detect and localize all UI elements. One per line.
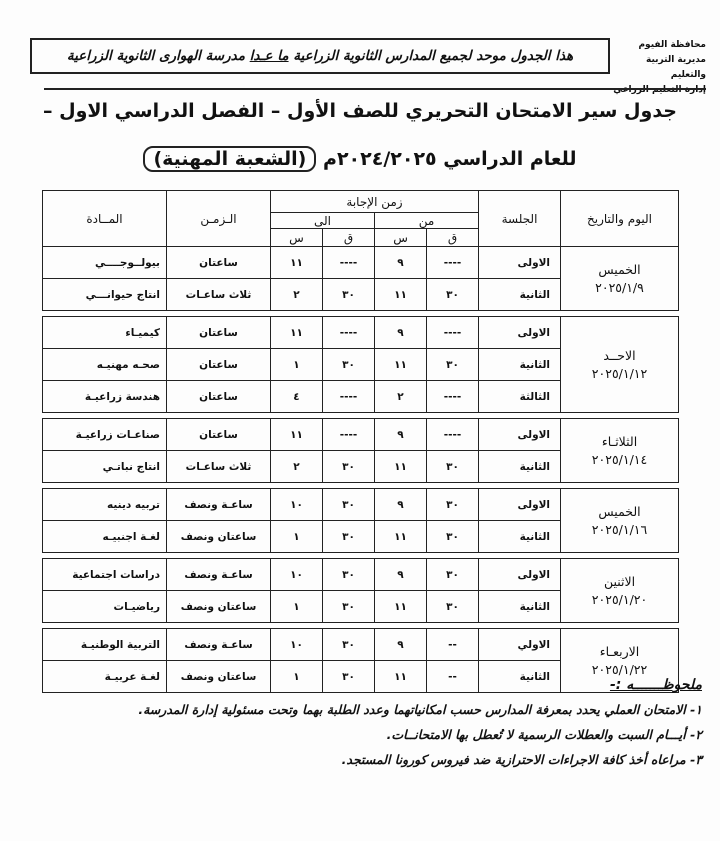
from-minutes-cell: ----	[427, 381, 479, 413]
schedule-body	[43, 247, 679, 693]
duration-cell: ساعـة ونصف	[167, 559, 271, 591]
subject-cell: لغـة اجنبيـه	[43, 521, 167, 553]
header-to: الى	[271, 213, 375, 229]
from-minutes-cell: ٣٠	[427, 521, 479, 553]
day-name: الثلاثـاء	[601, 433, 638, 449]
table-row	[43, 247, 679, 279]
duration-cell: ساعتان	[167, 247, 271, 279]
exam-date: ٢٠٢٥/١/٢٠	[591, 591, 648, 607]
issuer-line: مديرية التربية والتعليم	[646, 55, 706, 80]
session-cell: الاولى	[479, 489, 561, 521]
duration-cell: ثلاث ساعـات	[167, 279, 271, 311]
subject-cell: صناعـات زراعيـة	[43, 419, 167, 451]
session-cell: الاولى	[479, 317, 561, 349]
to-minutes-cell: ٣٠	[323, 451, 375, 483]
day-date-cell	[561, 317, 679, 413]
page-subtitle	[40, 148, 680, 170]
table-row	[43, 559, 679, 591]
from-minutes-cell: ----	[427, 419, 479, 451]
notes-title: ملحوظـــــــه :-	[609, 677, 702, 693]
duration-cell: ساعـة ونصف	[167, 489, 271, 521]
header-divider	[44, 88, 706, 90]
from-hour-cell: ١١	[375, 349, 427, 381]
session-cell: الاولى	[479, 559, 561, 591]
from-minutes-cell: ٣٠	[427, 559, 479, 591]
subject-cell: صحـه مهنيـه	[43, 349, 167, 381]
from-hour-cell: ٩	[375, 247, 427, 279]
to-hour-cell: ١١	[271, 317, 323, 349]
subject-cell: بيولــوجــــي	[43, 247, 167, 279]
exam-date: ٢٠٢٥/١/١٦	[591, 521, 648, 537]
from-hour-cell: ٢	[375, 381, 427, 413]
exam-date: ٢٠٢٥/١/١٢	[591, 365, 648, 381]
from-minutes-cell: ----	[427, 317, 479, 349]
header-to-q: ق	[323, 229, 375, 247]
notice-suffix: مدرسة الهوارى الثانوية الزراعية	[66, 48, 245, 64]
to-hour-cell: ٢	[271, 451, 323, 483]
duration-cell: ساعتان ونصف	[167, 521, 271, 553]
session-cell: الثانية	[479, 451, 561, 483]
day-name: الخميس	[598, 261, 641, 277]
from-hour-cell: ١١	[375, 661, 427, 693]
to-hour-cell: ١٠	[271, 489, 323, 521]
exam-date: ٢٠٢٥/١/١٤	[591, 451, 648, 467]
session-cell: الثانية	[479, 349, 561, 381]
table-row	[43, 629, 679, 661]
to-hour-cell: ٢	[271, 279, 323, 311]
header-duration: الـزمـن	[167, 191, 271, 247]
note-item: ٣- مراعاه أخذ كافة الاجراءات الاحترازية ضد فيروس كورونا المستجد.	[341, 752, 702, 767]
day-date-cell	[561, 559, 679, 623]
duration-cell: ساعتان	[167, 317, 271, 349]
day-name: الاربعـاء	[599, 643, 640, 659]
subject-cell: دراسات اجتماعية	[43, 559, 167, 591]
exam-date: ٢٠٢٥/١/٢٢	[591, 661, 648, 677]
from-hour-cell: ١١	[375, 591, 427, 623]
header-session: الجلسة	[479, 191, 561, 247]
day-date-cell	[561, 247, 679, 311]
to-hour-cell: ١	[271, 591, 323, 623]
session-cell: الاولي	[479, 629, 561, 661]
duration-cell: ساعتان ونصف	[167, 591, 271, 623]
notice-prefix: هذا الجدول موحد لجميع المدارس الثانوية الزراعية	[293, 48, 574, 64]
header-day-date: اليوم والتاريخ	[561, 191, 679, 247]
to-minutes-cell: ----	[323, 317, 375, 349]
header-answer-time: زمن الإجابة	[271, 191, 479, 213]
subject-cell: كيميـاء	[43, 317, 167, 349]
subject-cell: رياضيـات	[43, 591, 167, 623]
from-hour-cell: ٩	[375, 419, 427, 451]
from-minutes-cell: ٣٠	[427, 279, 479, 311]
table-row	[43, 419, 679, 451]
to-hour-cell: ١١	[271, 247, 323, 279]
to-minutes-cell: ----	[323, 419, 375, 451]
from-hour-cell: ٩	[375, 629, 427, 661]
to-minutes-cell: ----	[323, 247, 375, 279]
day-name: الاثنين	[603, 573, 636, 589]
subject-cell: انتاج حيوانـــي	[43, 279, 167, 311]
header-from-s: س	[375, 229, 427, 247]
to-minutes-cell: ٣٠	[323, 489, 375, 521]
notice-box	[30, 38, 610, 74]
from-minutes-cell: --	[427, 629, 479, 661]
header-from: من	[375, 213, 479, 229]
header-from-q: ق	[427, 229, 479, 247]
to-minutes-cell: ٣٠	[323, 279, 375, 311]
from-hour-cell: ٩	[375, 489, 427, 521]
to-hour-cell: ١٠	[271, 559, 323, 591]
subject-cell: التربية الوطنيـة	[43, 629, 167, 661]
to-minutes-cell: ٣٠	[323, 349, 375, 381]
issuer-line: إدارة التعليم الزراعي	[613, 85, 706, 95]
from-hour-cell: ٩	[375, 317, 427, 349]
to-minutes-cell: ----	[323, 381, 375, 413]
to-hour-cell: ١٠	[271, 629, 323, 661]
note-item: ٢- أيـــام السبت والعطلات الرسمية لا تُعطل بها الامتحانــات.	[386, 727, 702, 742]
to-hour-cell: ١	[271, 661, 323, 693]
to-hour-cell: ١	[271, 521, 323, 553]
from-hour-cell: ١١	[375, 451, 427, 483]
session-cell: الثانية	[479, 521, 561, 553]
to-minutes-cell: ٣٠	[323, 521, 375, 553]
table-row	[43, 317, 679, 349]
duration-cell: ساعتان	[167, 381, 271, 413]
from-hour-cell: ١١	[375, 279, 427, 311]
header-to-s: س	[271, 229, 323, 247]
subject-cell: هندسة زراعيـة	[43, 381, 167, 413]
to-hour-cell: ١	[271, 349, 323, 381]
to-minutes-cell: ٣٠	[323, 559, 375, 591]
to-minutes-cell: ٣٠	[323, 591, 375, 623]
session-cell: الثانية	[479, 279, 561, 311]
session-cell: الثالثة	[479, 381, 561, 413]
table-row	[43, 489, 679, 521]
duration-cell: ساعتان ونصف	[167, 661, 271, 693]
session-cell: الاولى	[479, 247, 561, 279]
note-item: ١- الامتحان العملي يحدد بمعرفة المدارس حسب امكانياتهما وعدد الطلبة بهما وتحت مسئولية إدارة المدرسة.	[138, 702, 702, 717]
to-hour-cell: ٤	[271, 381, 323, 413]
day-name: الخميس	[598, 503, 641, 519]
issuer-line: محافظة الفيوم	[638, 40, 706, 50]
session-cell: الثانية	[479, 661, 561, 693]
duration-cell: ساعـة ونصف	[167, 629, 271, 661]
duration-cell: ساعتان	[167, 349, 271, 381]
subtitle-division: (الشعبة المهنية)	[143, 146, 316, 172]
duration-cell: ثلاث ساعـات	[167, 451, 271, 483]
subject-cell: تربيه دينيه	[43, 489, 167, 521]
from-hour-cell: ١١	[375, 521, 427, 553]
subject-cell: انتاج نباتـي	[43, 451, 167, 483]
subject-cell: لغـة عربيـة	[43, 661, 167, 693]
notice-emphasis: ما عـدا	[249, 48, 289, 64]
from-hour-cell: ٩	[375, 559, 427, 591]
from-minutes-cell: ٣٠	[427, 451, 479, 483]
from-minutes-cell: ٣٠	[427, 591, 479, 623]
from-minutes-cell: ----	[427, 247, 479, 279]
to-hour-cell: ١١	[271, 419, 323, 451]
subtitle-year: للعام الدراسي ٢٠٢٤/٢٠٢٥م	[323, 148, 577, 170]
day-name: الاحــد	[603, 347, 636, 363]
day-date-cell	[561, 419, 679, 483]
exam-schedule-table	[42, 190, 679, 693]
session-cell: الاولى	[479, 419, 561, 451]
from-minutes-cell: ٣٠	[427, 489, 479, 521]
session-cell: الثانية	[479, 591, 561, 623]
exam-date: ٢٠٢٥/١/٩	[595, 279, 644, 295]
from-minutes-cell: --	[427, 661, 479, 693]
duration-cell: ساعتان	[167, 419, 271, 451]
page-title: جدول سير الامتحان التحريري للصف الأول – الفصل الدراسي الاول –	[42, 100, 677, 122]
to-minutes-cell: ٣٠	[323, 661, 375, 693]
from-minutes-cell: ٣٠	[427, 349, 479, 381]
header-subject: المــادة	[43, 191, 167, 247]
to-minutes-cell: ٣٠	[323, 629, 375, 661]
day-date-cell	[561, 489, 679, 553]
